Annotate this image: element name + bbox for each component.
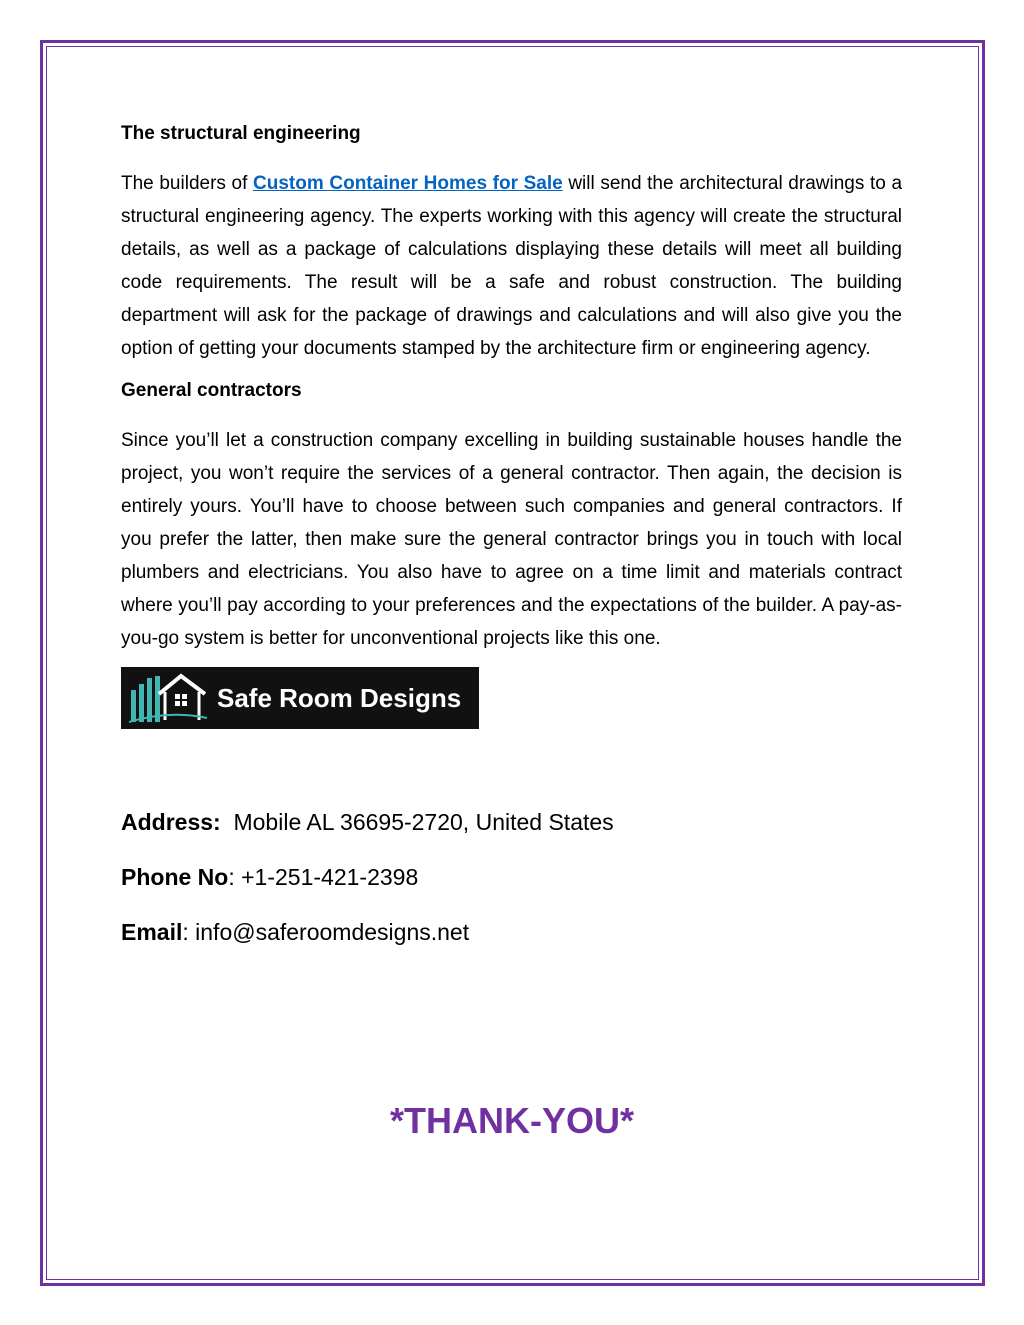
document-body bbox=[121, 120, 902, 960]
paragraph-text: The builders of bbox=[121, 173, 254, 194]
phone-line bbox=[121, 850, 902, 905]
contact-info bbox=[121, 795, 902, 960]
email-value: : info@saferoomdesigns.net bbox=[182, 919, 470, 945]
logo-text: Safe Room Designs bbox=[217, 682, 462, 713]
thank-you-text: *THANK-YOU* bbox=[389, 1100, 634, 1141]
safe-room-designs-logo bbox=[121, 667, 479, 729]
house-logo-icon bbox=[129, 672, 209, 724]
paragraph-general-contractors: Since you’ll let a construction company excelling in building sustainable houses handle the project, you won’t require the services of a general contractor. Then again, the decision is entirely yours. You’ll have to choose between such companies and general contractors. If you prefer the latter, then make sure the general contractor brings you in touch with local plumbers and electricians. You also have to agree on a time limit and materials contract where you’ll pay according to your preferences and the expectations of the builder. A pay-as-you-go system is better for unconventional projects like this one. bbox=[121, 430, 902, 649]
heading-general-contractors: General contractors bbox=[121, 380, 302, 401]
phone-value: : +1-251-421-2398 bbox=[228, 864, 419, 890]
address-line bbox=[121, 795, 902, 850]
phone-label: Phone No bbox=[121, 864, 229, 890]
heading-structural-engineering: The structural engineering bbox=[121, 123, 361, 144]
custom-container-homes-link[interactable]: Custom Container Homes for Sale bbox=[253, 173, 563, 194]
paragraph-structural-engineering bbox=[121, 167, 902, 365]
paragraph-text: will send the architectural drawings to a structural engineering agency. The experts working with this agency will create the structural details, as well as a package of calculations displaying these details will meet all building code requirements. The result will be a safe and robust construction. The building department will ask for the package of drawings and calculations and will also give you the option of getting your documents stamped by the architecture firm or engineering agency. bbox=[121, 173, 903, 359]
address-value: Mobile AL 36695-2720, United States bbox=[233, 809, 614, 835]
email-label: Email bbox=[121, 919, 183, 945]
email-line bbox=[121, 905, 902, 960]
address-label: Address: bbox=[121, 809, 221, 835]
